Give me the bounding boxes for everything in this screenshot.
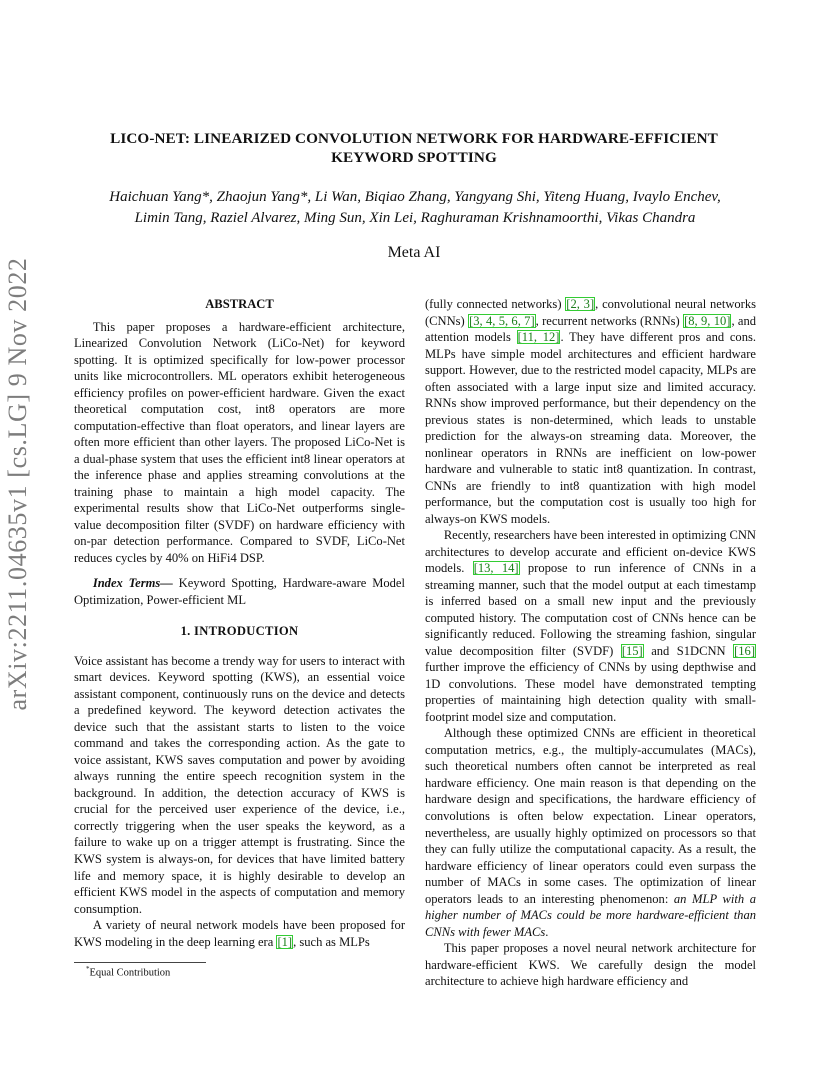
abstract-body: This paper proposes a hardware-efficient architecture, Linearized Convolution Network (LiCo-Net) for keyword spotting. It is optimized specifically for low-power processor units like microcontrollers. ML operators exhibit heterogeneous efficiency profiles on power-efficient hardware. Given the exact theoretical computation cost, int8 operators are more computation-effective than float operators, and linear layers are often more efficient than other layers. The proposed LiCo-Net is a dual-phase system that uses the efficient int8 linear operators at the inference phase and applies streaming convolutions at the training phase to maintain a high model capacity. The experimental results show that LiCo-Net outperforms single-value decomposition filter (SVDF) on hardware efficiency with on-par detection performance. Compared to SVDF, LiCo-Net reduces cycles by 40% on HiFi4 DSP. [74,319,405,565]
citation-link[interactable]: [2, 3] [566,297,595,311]
author-line-1: Haichuan Yang*, Zhaojun Yang*, Li Wan, Biqiao Zhang, Yangyang Shi, Yiteng Huang, Ivaylo Enchev, [109,189,721,205]
intro-heading: 1. INTRODUCTION [180,624,299,639]
intro-paragraph-2: A variety of neural network models have been proposed for KWS modeling in the deep learning era [1], such as MLPs [74,918,405,949]
citation-link[interactable]: [13, 14] [473,561,519,576]
citation-link[interactable]: [1] [277,934,293,949]
right-paragraph-3: Although these optimized CNNs are efficient in theoretical computation metrics, e.g., the multiply-accumulates (MACs), such theoretical numbers often cannot be interpreted as real hardware efficiency. One main reason is that depending on the hardware design and specifications, the hardware efficiency of convolutions is often below expectation. Linear operators, nevertheless, are usually highly optimized on processors so that they can fully utilize the computational capacity. As a result, the hardware efficiency of linear operators could even surpass the number of MACs in some cases. The optimization of linear operators leads to an interesting phenomenon: an MLP with a higher number of MACs could be more hardware-efficient than CNNs with fewer MACs. [425,726,756,939]
abstract-heading: ABSTRACT [205,297,274,311]
index-terms-text: Keyword Spotting, Hardware-aware Model Optimization, Power-efficient ML [74,576,405,607]
right-paragraph-4: This paper proposes a novel neural network architecture for hardware-efficient KWS. We carefully design the model architecture to achieve high hardware efficiency and [425,941,756,989]
title-line-1: LICO-NET: LINEARIZED CONVOLUTION NETWORK FOR HARDWARE-EFFICIENT [110,130,718,147]
right-paragraph-1: (fully connected networks) [2, 3], convolutional neural networks (CNNs) [3, 4, 5, 6, 7], recurrent networks (RNNs) [8, 9, 10], and attention models [11, 12]. They have different pros and cons. MLPs have simple model architectures and efficient hardware support. However, due to the restricted model capacity, MLPs are often associated with a large input size and limited accuracy. RNNs show improved performance, but their dependency on the previous states is non-determined, which leads to unstable prediction for the always-on streaming data. Moreover, the nonlinear operators in RNNs are inefficient on low-power hardware and vulnerable to static int8 quantization. In contrast, CNNs are friendly to int8 quantization with high model performance, but the computation cost is usually too high for always-on KWS models. [425,297,757,526]
left-column [74,296,405,950]
index-terms-label: Index Terms— [92,576,173,591]
footnote-mark: * [86,965,90,973]
intro-paragraph-1: Voice assistant has become a trendy way for users to interact with smart devices. Keyword spotting (KWS), an essential voice assistant component, continuously runs on the device and detects a predefined keyword. The keyword detection activates the device such that the assistant starts to listen to the voice command and takes the corresponding action. As the gate to voice assistant, KWS saves computation and power by avoiding always running the entire speech recognition system in the background. In addition, the detection accuracy of KWS is crucial for the perceived user experience of the device, i.e., correctly triggering when the user speaks the keyword, as a failure to wake up on a trigger attempt is frustrating. Since the KWS system is always-on, for devices that have limited battery life and memory space, it is highly desirable to develop an efficient KWS model in the aspects of computation and memory consumption. [74,653,405,916]
citation-link[interactable]: [11, 12] [517,330,560,345]
citation-link[interactable]: [16] [734,643,755,658]
citation-link[interactable]: [8, 9, 10] [684,313,731,328]
index-terms [74,575,405,608]
title-line-2: KEYWORD SPOTTING [331,149,497,166]
right-column [425,296,756,990]
footnote-rule [74,962,206,963]
footnote-text: Equal Contribution [89,967,171,979]
affiliation: Meta AI [387,244,441,261]
right-paragraph-2: Recently, researchers have been interested in optimizing CNN architectures to develop accurate and efficient on-device KWS models. [13, 14] propose to run inference of CNNs in a streaming manner, such that the model output at each timestamp is inferred based on a small new input and the previously computed history. The computation cost of CNNs hence can be significantly reduced. Following the streaming fashion, singular value decomposition filter (SVDF) [15] and S1DCNN [16] further improve the efficiency of CNNs by using depthwise and 1D convolutions. These model have demonstrated tempting properties of maintaining high detection quality with small-footprint model size and computation. [425,528,756,724]
citation-link[interactable]: [3, 4, 5, 6, 7] [469,313,535,328]
emphasis-text: an MLP with a higher number of MACs could be more hardware-efficient than CNNs with fewer MACs [425,891,756,939]
author-line-2: Limin Tang, Raziel Alvarez, Ming Sun, Xin Lei, Raghuraman Krishnamoorthi, Vikas Chandra [134,210,696,226]
author-list [70,187,760,229]
arxiv-stamp: arXiv:2211.04635v1 [cs.LG] 9 Nov 2022 [3,257,32,711]
footnote [74,965,170,979]
citation-link[interactable]: [15] [621,643,643,658]
paper-title [84,129,744,167]
